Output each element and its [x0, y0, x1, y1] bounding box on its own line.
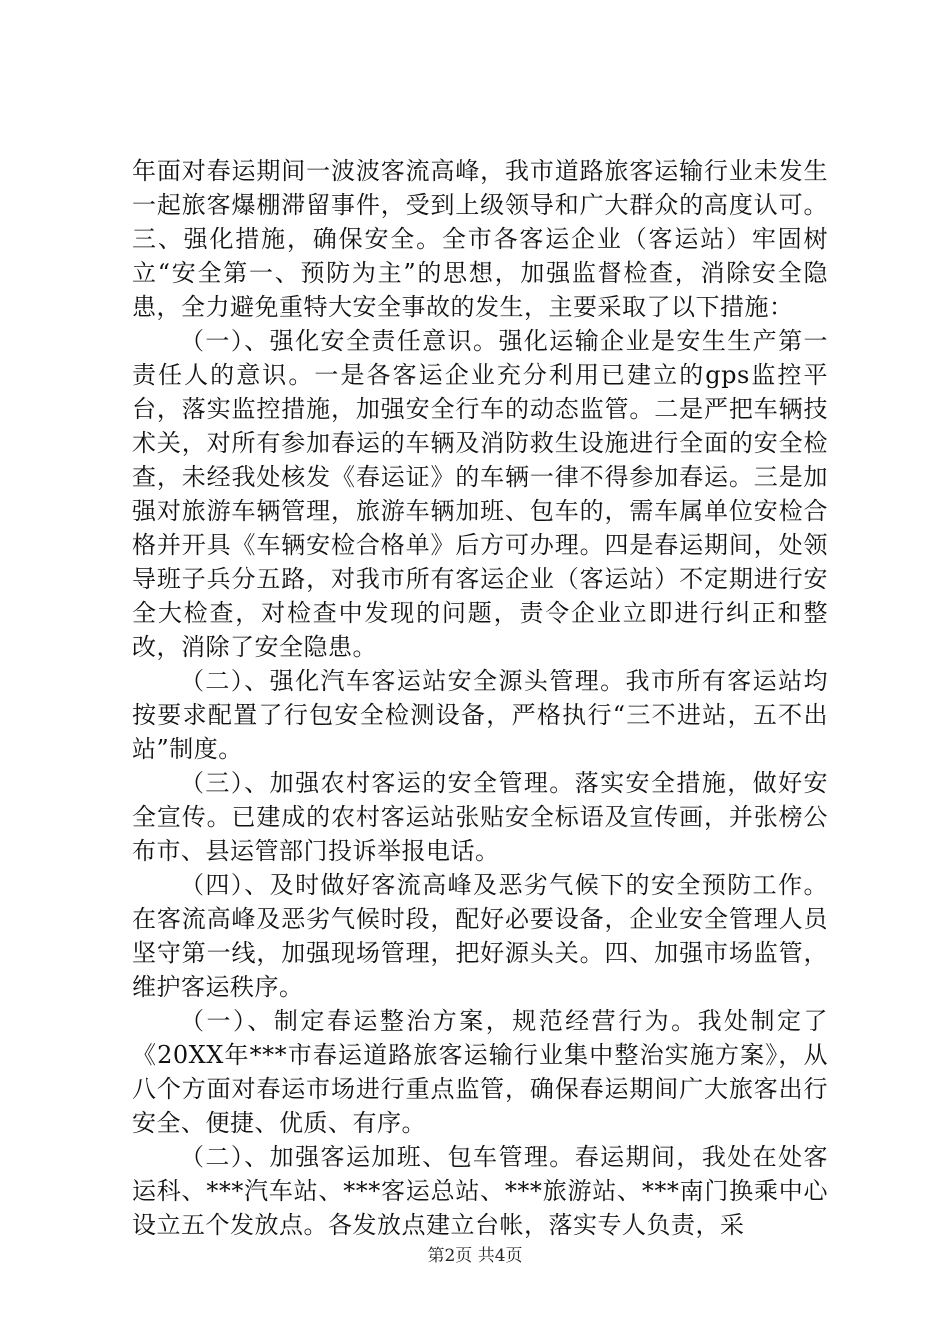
paragraph-market-2: （二）、加强客运加班、包车管理。春运期间，我处在处客运科、***汽车站、***客运总站、***旅游站、***南门换乘中心设立五个发放点。各发放点建立台帐，落实专人负责，采 — [132, 1143, 828, 1239]
paragraph-measure-1: （一）、强化安全责任意识。强化运输企业是安生生产第一责任人的意识。一是各客运企业充分利用已建立的gps监控平台，落实监控措施，加强安全行车的动态监管。二是严把车辆技术关，对所有参加春运的车辆及消防救生设施进行全面的安全检查，未经我处核发《春运证》的车辆一律不得参加春运。三是加强对旅游车辆管理，旅游车辆加班、包车的，需车属单位安检合格并开具《车辆安检合格单》后方可办理。四是春运期间，处领导班子兵分五路，对我市所有客运企业（客运站）不定期进行安全大检查，对检查中发现的问题，责令企业立即进行纠正和整改，消除了安全隐患。 — [132, 327, 828, 661]
paragraph-measure-4: （四）、及时做好客流高峰及恶劣气候下的安全预防工作。在客流高峰及恶劣气候时段，配好必要设备，企业安全管理人员坚守第一线，加强现场管理，把好源头关。四、加强市场监管，维护客运秩序。 — [132, 871, 828, 1001]
paragraph-continuation: 年面对春运期间一波波客流高峰，我市道路旅客运输行业未发生一起旅客爆棚滞留事件，受到上级领导和广大群众的高度认可。三、强化措施，确保安全。全市各客运企业（客运站）牢固树立“安全第一、预防为主”的思想，加强监督检查，消除安全隐患，全力避免重特大安全事故的发生，主要采取了以下措施： — [132, 157, 828, 321]
paragraph-measure-2: （二）、强化汽车客运站安全源头管理。我市所有客运站均按要求配置了行包安全检测设备，严格执行“三不进站，五不出站”制度。 — [132, 667, 828, 763]
paragraph-market-1: （一）、制定春运整治方案，规范经营行为。我处制定了《20XX年***市春运道路旅客运输行业集中整治实施方案》，从八个方面对春运市场进行重点监管，确保春运期间广大旅客出行安全、便捷、优质、有序。 — [132, 1007, 828, 1137]
paragraph-measure-3: （三）、加强农村客运的安全管理。落实安全措施，做好安全宣传。已建成的农村客运站张贴安全标语及宣传画，并张榜公布市、县运管部门投诉举报电话。 — [132, 769, 828, 865]
document-body — [132, 154, 828, 1242]
page-number-footer: 第2页 共4页 — [427, 1246, 523, 1266]
